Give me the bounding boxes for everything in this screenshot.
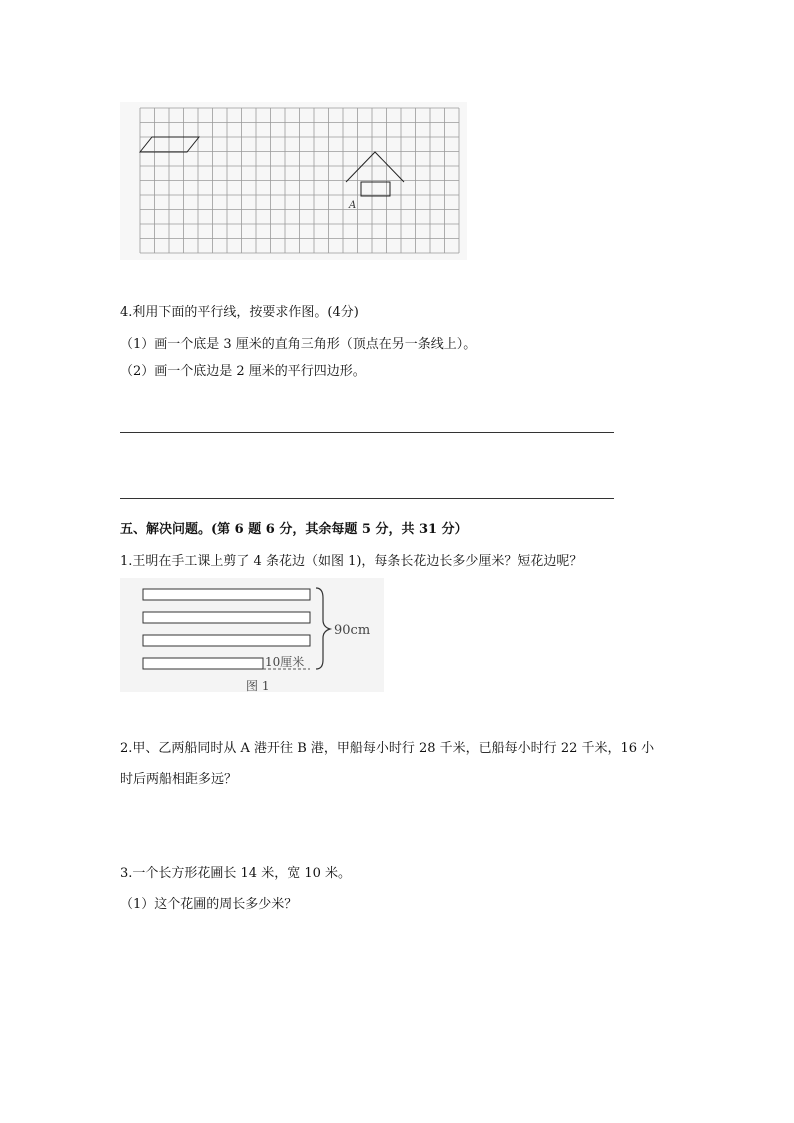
grid-svg <box>120 102 467 260</box>
q4-item-2: （2）画一个底边是 2 厘米的平行四边形。 <box>120 364 366 379</box>
parallel-line-bottom <box>120 498 614 499</box>
problem2-line2: 时后两船相距多远？ <box>120 772 238 787</box>
parallelogram-shape <box>140 137 199 152</box>
figure-1-svg <box>120 578 384 692</box>
q4-item-1: （1）画一个底是 3 厘米的直角三角形（顶点在另一条线上）。 <box>120 337 477 352</box>
figure-1 <box>120 578 384 692</box>
parallel-line-top <box>120 432 614 433</box>
problem3-text: 3.一个长方形花圃长 14 米，宽 10 米。 <box>120 866 352 881</box>
long-strip-3 <box>143 635 310 646</box>
long-strip-1 <box>143 589 310 600</box>
q4-title: 4.利用下面的平行线，按要求作图。(4分) <box>120 305 359 320</box>
grid-figure <box>120 102 467 260</box>
problem3-item-1: （1）这个花圃的周长多少米？ <box>120 897 298 912</box>
problem2-line1: 2.甲、乙两船同时从 A 港开往 B 港，甲船每小时行 28 千米，已船每小时行 22 千米，16 小 <box>120 741 655 756</box>
brace-shape <box>316 588 330 669</box>
figure-caption: 图 1 <box>246 679 270 692</box>
point-a-label: A <box>349 200 357 211</box>
short-strip <box>143 658 263 669</box>
house-base-shape <box>361 182 390 196</box>
long-strip-2 <box>143 612 310 623</box>
difference-label: 10厘米 <box>265 655 305 669</box>
total-length-label: 90cm <box>334 623 371 638</box>
problem1-text: 1.王明在手工课上剪了 4 条花边（如图 1)，每条长花边长多少厘米？短花边呢？ <box>120 554 583 569</box>
section5-heading: 五、解决问题。(第 6 题 6 分，其余每题 5 分，共 31 分） <box>120 522 468 537</box>
house-roof-shape <box>346 152 404 182</box>
